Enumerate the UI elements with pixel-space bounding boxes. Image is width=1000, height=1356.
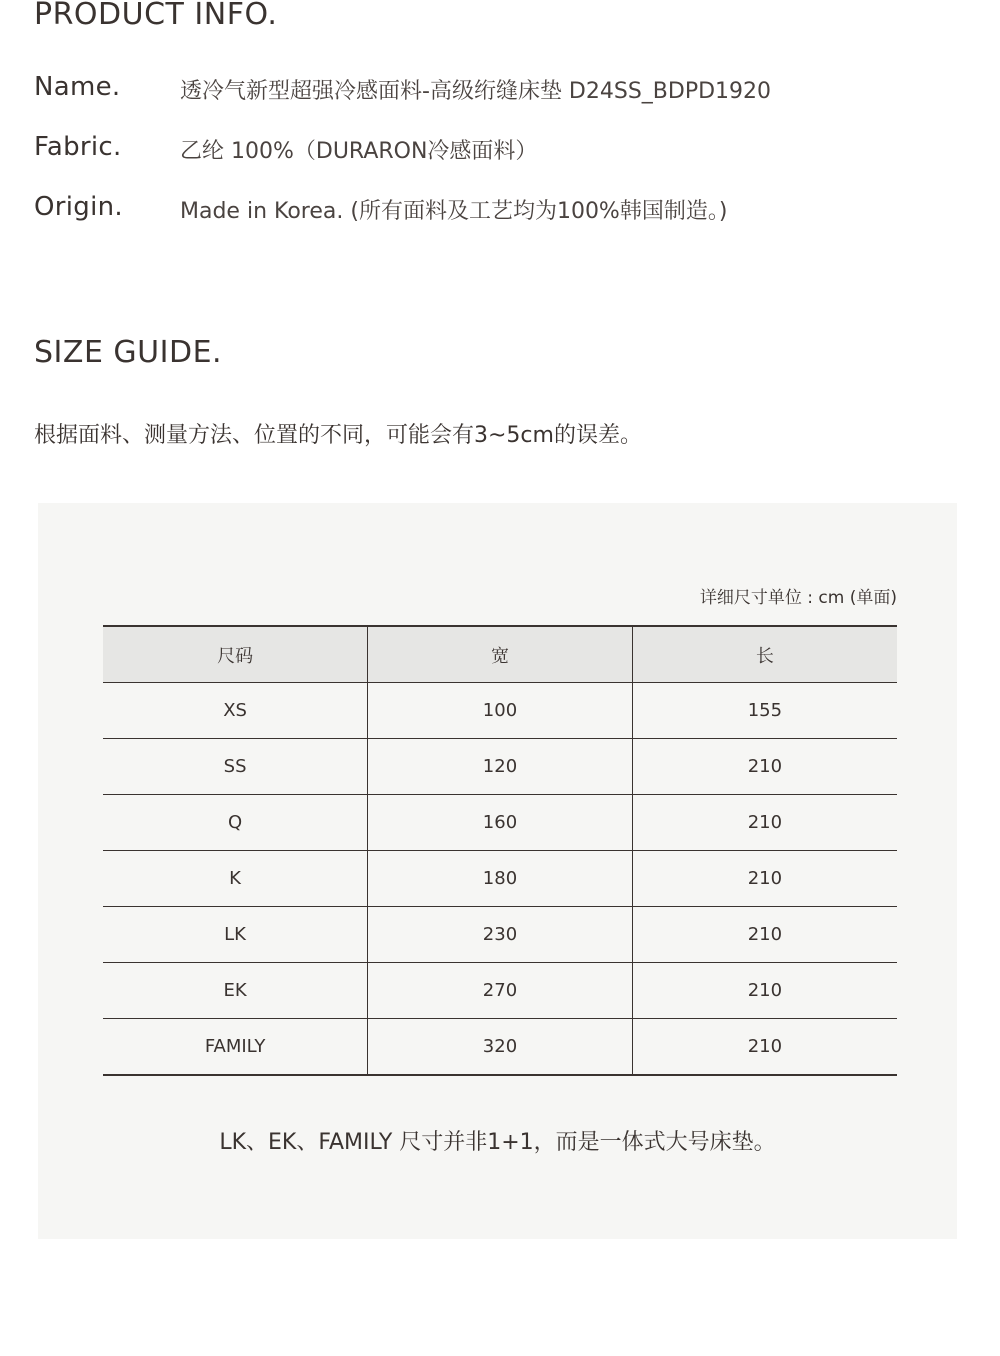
product-info-title: PRODUCT INFO. <box>34 0 278 32</box>
info-row-name <box>34 72 974 112</box>
header-length: 长 <box>632 626 897 683</box>
cell-length: 210 <box>632 1019 897 1076</box>
cell-width: 180 <box>368 851 633 907</box>
origin-label: Origin. <box>34 192 123 222</box>
table-row <box>103 739 897 795</box>
unit-note: 详细尺寸单位 : cm (单面) <box>699 588 897 608</box>
cell-width: 100 <box>368 683 633 739</box>
header-width: 宽 <box>368 626 633 683</box>
table-row <box>103 683 897 739</box>
cell-size: LK <box>103 907 368 963</box>
cell-size: K <box>103 851 368 907</box>
name-label: Name. <box>34 72 121 102</box>
header-size: 尺码 <box>103 626 368 683</box>
table-header-row <box>103 626 897 683</box>
cell-length: 210 <box>632 851 897 907</box>
cell-length: 210 <box>632 739 897 795</box>
size-guide-title: SIZE GUIDE. <box>34 335 223 370</box>
table-row <box>103 851 897 907</box>
cell-width: 320 <box>368 1019 633 1076</box>
fabric-label: Fabric. <box>34 132 122 162</box>
info-row-fabric <box>34 132 974 172</box>
cell-length: 210 <box>632 907 897 963</box>
name-value: 透冷气新型超强冷感面料-高级绗缝床垫 D24SS_BDPD1920 <box>180 79 772 104</box>
table-row <box>103 907 897 963</box>
cell-length: 155 <box>632 683 897 739</box>
table-row <box>103 795 897 851</box>
cell-length: 210 <box>632 795 897 851</box>
cell-size: Q <box>103 795 368 851</box>
size-table <box>103 625 897 1076</box>
measurement-note: 根据面料、测量方法、位置的不同，可能会有3~5cm的误差。 <box>34 423 642 448</box>
cell-width: 230 <box>368 907 633 963</box>
table-row <box>103 963 897 1019</box>
cell-size: EK <box>103 963 368 1019</box>
cell-size: XS <box>103 683 368 739</box>
origin-value: Made in Korea. (所有面料及工艺均为100%韩国制造。) <box>180 199 728 224</box>
size-panel <box>38 503 957 1239</box>
cell-width: 120 <box>368 739 633 795</box>
cell-size: FAMILY <box>103 1019 368 1076</box>
fabric-value: 乙纶 100%（DURARON冷感面料） <box>180 139 538 164</box>
info-row-origin <box>34 192 974 232</box>
cell-size: SS <box>103 739 368 795</box>
cell-width: 270 <box>368 963 633 1019</box>
table-row <box>103 1019 897 1076</box>
size-footnote: LK、EK、FAMILY 尺寸并非1+1，而是一体式大号床垫。 <box>219 1130 776 1155</box>
cell-width: 160 <box>368 795 633 851</box>
cell-length: 210 <box>632 963 897 1019</box>
